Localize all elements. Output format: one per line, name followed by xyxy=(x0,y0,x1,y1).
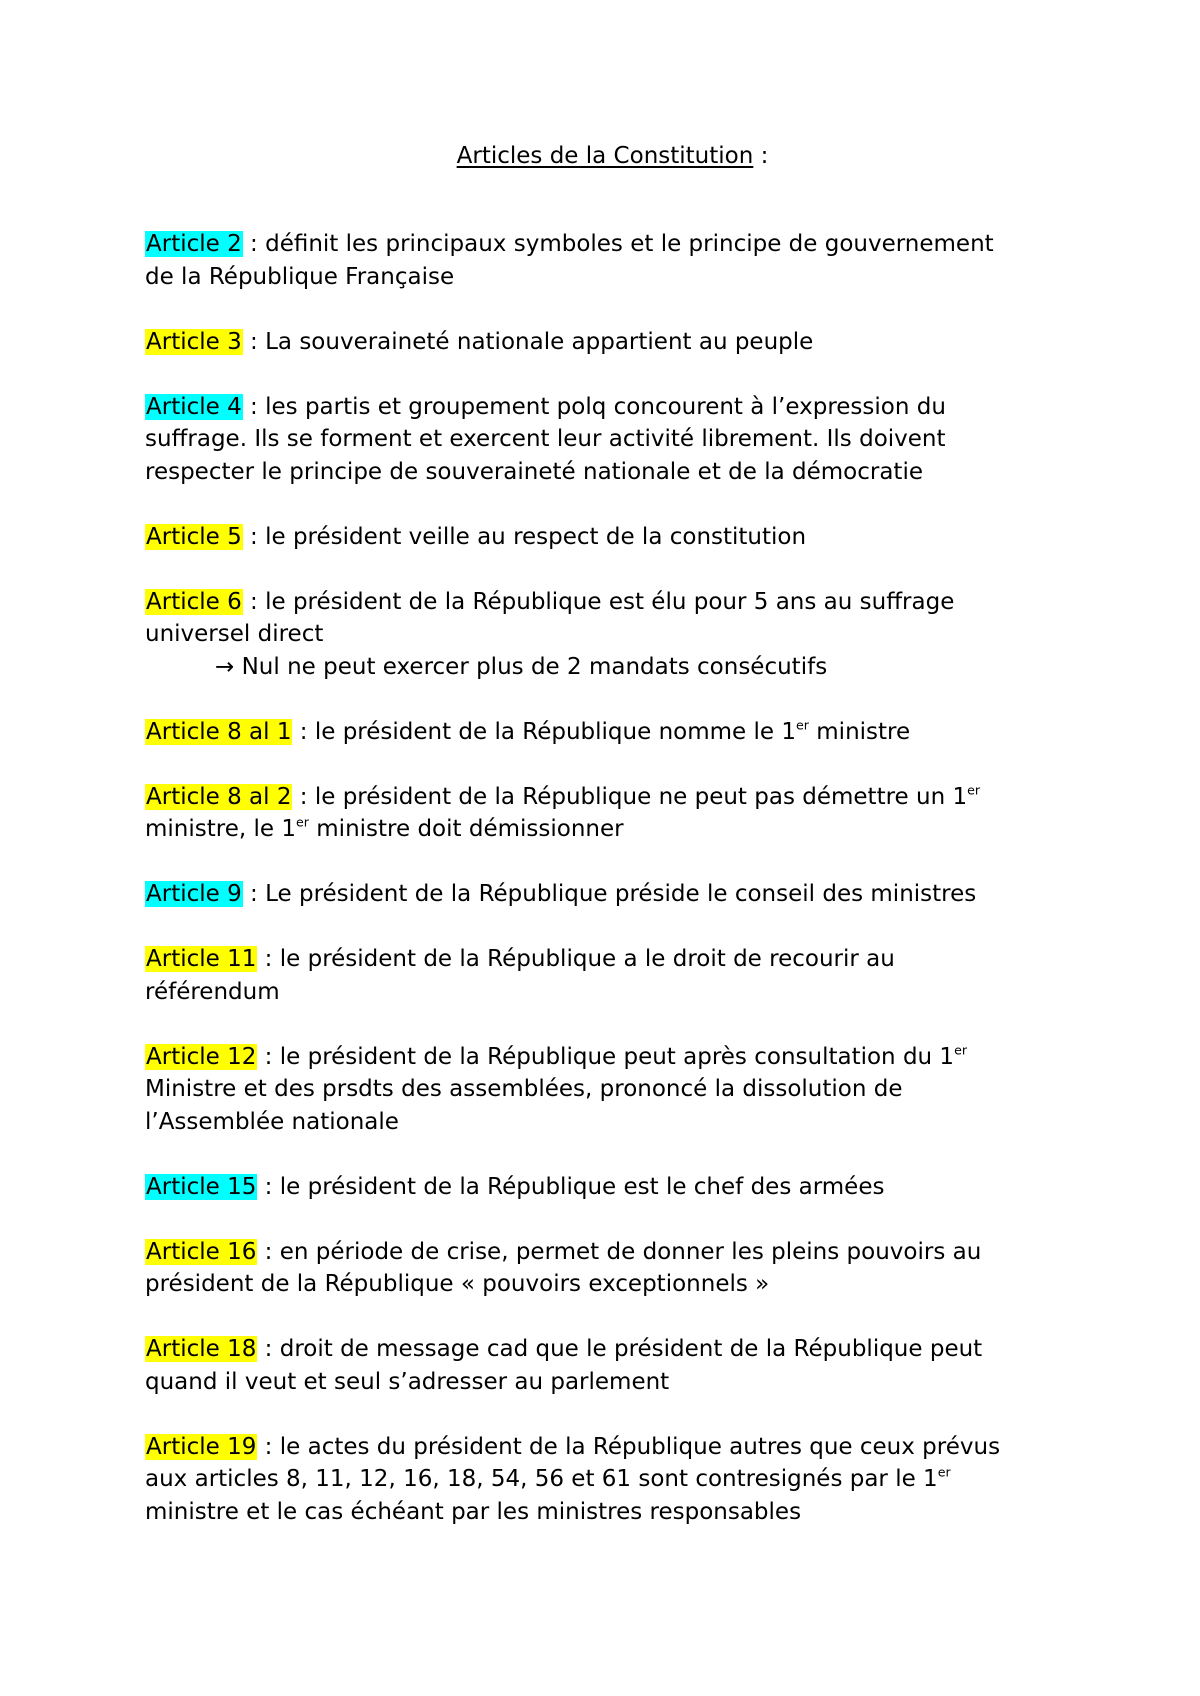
article-label: Article 3 xyxy=(146,328,242,355)
article-18 xyxy=(145,1333,1080,1398)
article-text: : en période de crise, permet de donner les pleins pouvoirs au xyxy=(257,1238,982,1265)
article-text: : La souveraineté nationale appartient au peuple xyxy=(242,328,814,355)
article-4 xyxy=(145,391,1080,489)
article-label: Article 8 al 2 xyxy=(146,783,292,810)
article-text: Ministre et des prsdts des assemblées, prononcé la dissolution de xyxy=(145,1076,903,1102)
article-text: : droit de message cad que le président de la République peut xyxy=(257,1336,983,1362)
article-text: ministre xyxy=(808,718,911,745)
article-label: Article 15 xyxy=(146,1173,257,1200)
article-8-al-1 xyxy=(145,716,1080,749)
article-3 xyxy=(145,326,1080,359)
article-19 xyxy=(145,1431,1080,1529)
article-text: : le président de la République nomme le 1 xyxy=(292,718,796,745)
article-text: : le président de la République ne peut pas démettre un 1 xyxy=(292,783,968,810)
article-text: : les partis et groupement polq concourent à l’expression du xyxy=(242,393,946,420)
superscript: er xyxy=(967,782,981,798)
article-text: président de la République « pouvoirs exceptionnels » xyxy=(145,1271,770,1297)
article-6 xyxy=(145,586,1080,684)
article-16 xyxy=(145,1236,1080,1301)
arrow-icon: → xyxy=(215,653,235,680)
article-text: ministre doit démissionner xyxy=(308,816,624,842)
article-15 xyxy=(145,1171,1080,1204)
article-text: : le président de la République peut après consultation du 1 xyxy=(257,1043,955,1070)
article-11 xyxy=(145,943,1080,1008)
article-text: ministre et le cas échéant par les ministres responsables xyxy=(145,1498,802,1525)
article-text: aux articles 8, 11, 12, 16, 18, 54, 56 et 61 sont contresignés par le 1 xyxy=(145,1466,938,1492)
article-label: Article 18 xyxy=(146,1336,257,1362)
article-2 xyxy=(145,228,1080,293)
article-12 xyxy=(145,1041,1080,1139)
article-text: de la République Française xyxy=(145,263,455,290)
article-9 xyxy=(145,878,1080,911)
article-text: : Le président de la République préside le conseil des ministres xyxy=(242,881,977,907)
article-text: quand il veut et seul s’adresser au parlement xyxy=(145,1368,670,1395)
article-text: référendum xyxy=(145,978,280,1005)
article-label: Article 8 al 1 xyxy=(146,718,292,745)
article-text: : définit les principaux symboles et le principe de gouvernement xyxy=(242,231,994,257)
article-label: Article 9 xyxy=(146,881,242,907)
article-label: Article 12 xyxy=(146,1043,257,1070)
superscript: er xyxy=(295,814,309,830)
article-text: : le président de la République est élu pour 5 ans au suffrage xyxy=(242,588,955,615)
article-text: l’Assemblée nationale xyxy=(145,1108,399,1135)
article-text: : le président de la République est le chef des armées xyxy=(257,1173,885,1200)
article-text: : le président veille au respect de la constitution xyxy=(242,523,807,550)
article-text: universel direct xyxy=(145,621,324,647)
article-8-al-2 xyxy=(145,781,1080,846)
article-text: ministre, le 1 xyxy=(145,816,296,842)
article-label: Article 16 xyxy=(146,1238,257,1265)
article-text: suffrage. Ils se forment et exercent leur activité librement. Ils doivent xyxy=(145,426,946,452)
article-label: Article 11 xyxy=(146,946,257,972)
article-label: Article 2 xyxy=(146,231,242,257)
article-text: : le président de la République a le droit de recourir au xyxy=(257,946,895,972)
title-suffix: : xyxy=(753,143,769,169)
superscript: er xyxy=(954,1042,968,1058)
article-text: respecter le principe de souveraineté nationale et de la démocratie xyxy=(145,458,923,485)
article-label: Article 5 xyxy=(146,523,242,550)
superscript: er xyxy=(795,717,809,733)
article-label: Article 19 xyxy=(146,1433,257,1460)
sub-point xyxy=(145,651,1080,684)
sub-point-text: Nul ne peut exercer plus de 2 mandats consécutifs xyxy=(234,653,828,680)
article-text: : le actes du président de la République autres que ceux prévus xyxy=(257,1433,1001,1460)
title-text: Articles de la Constitution xyxy=(456,143,754,169)
article-label: Article 4 xyxy=(146,393,242,420)
article-label: Article 6 xyxy=(146,588,242,615)
superscript: er xyxy=(937,1464,951,1480)
article-5 xyxy=(145,521,1080,554)
page-title xyxy=(145,140,1080,173)
